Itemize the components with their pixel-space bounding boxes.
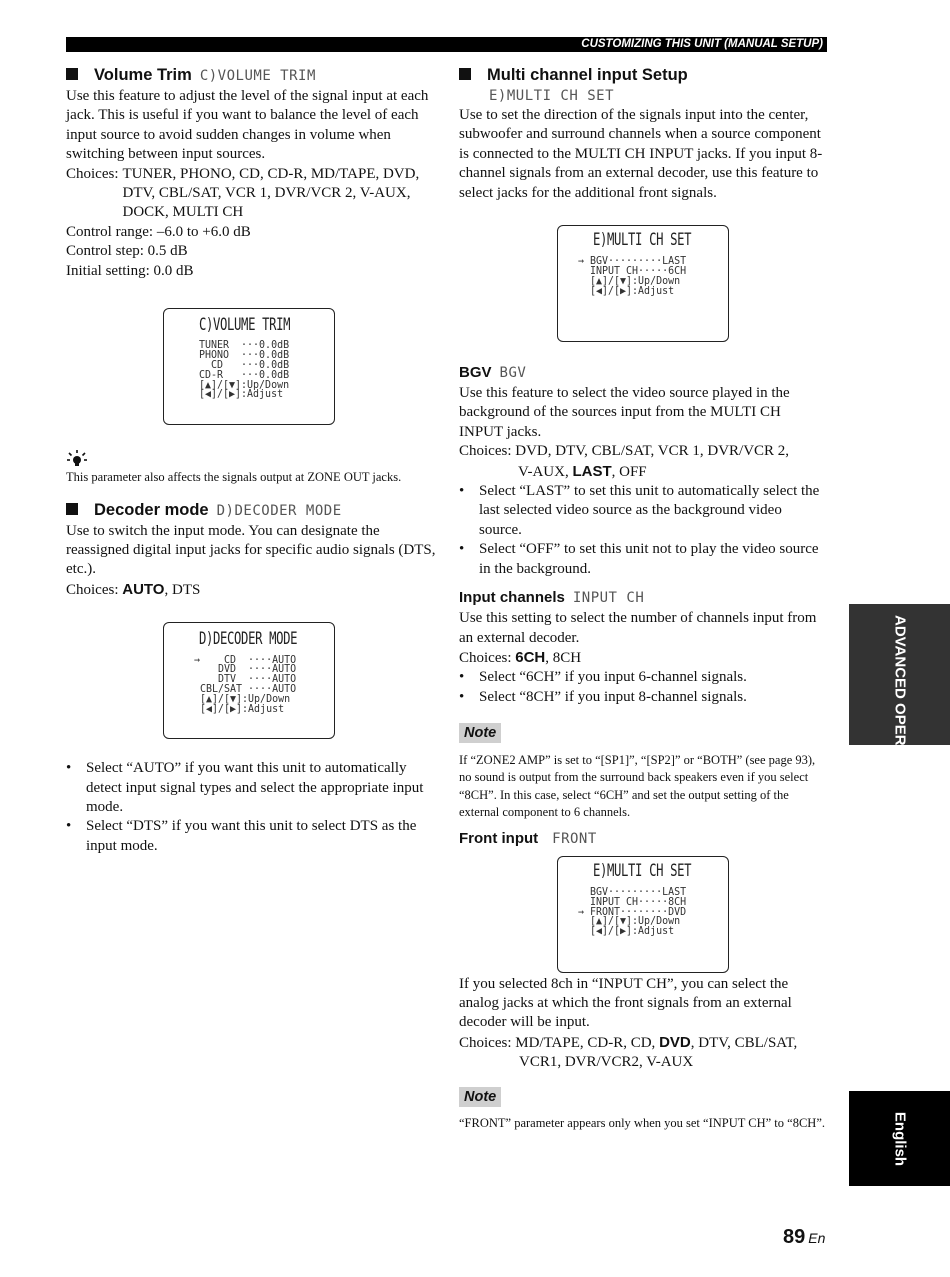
volume-trim-lcd-panel (163, 308, 335, 425)
note-text: If “ZONE2 AMP” is set to “[SP1]”, “[SP2]” or “BOTH” (see page 93), no sound is output from the surround back speakers even if you select “8CH”. In this case, select “6CH” and set the output setting of the external component to 6 channels. (459, 752, 816, 820)
bgv-description: Use this feature to select the video source played in the background of the sources input from the MULTI CH INPUT jacks. (459, 385, 790, 440)
volume-trim-display-text: C)VOLUME TRIM (199, 68, 316, 84)
front-input-choices: Choices: MD/TAPE, CD-R, CD, DVD, DTV, CBL/SAT, (459, 1033, 798, 1051)
list-item: • Select “DTS” if you want this unit to select DTS as the input mode. (66, 818, 417, 854)
multi-ch-lcd-panel (557, 225, 729, 342)
lcd-title: E)MULTI CH SET (593, 860, 692, 881)
list-item: • Select “8CH” if you input 8-channel signals. (459, 688, 747, 705)
note-label: Note (459, 1087, 501, 1107)
square-bullet-icon (459, 68, 471, 80)
list-item: • Select “LAST” to set this unit to automatically select the last selected video source as the background video source. (459, 483, 820, 538)
square-bullet-icon (66, 503, 78, 515)
multi-ch-display-text: E)MULTI CH SET (489, 88, 615, 104)
front-input-heading: Front input FRONT (459, 829, 597, 847)
lcd-line: PHONO ···0.0dB (199, 349, 290, 362)
list-item: • Select “AUTO” if you want this unit to automatically detect input signal types and select the appropriate input mode. (66, 760, 424, 815)
input-channels-description: Use this setting to select the number of channels input from an external decoder. (459, 610, 817, 646)
tab-advanced-operation: ADVANCED OPERATION (849, 604, 950, 745)
lcd-line: BGV·········LAST (578, 885, 687, 898)
control-step: Control step: 0.5 dB (66, 243, 188, 260)
right-column (459, 64, 827, 1132)
lcd-line: → BGV·········LAST (578, 255, 687, 268)
volume-trim-description: Use this feature to adjust the level of the signal input at each jack. This is useful if you want to balance the level of each input source to avoid sudden changes in volume when switching between input sources. (66, 88, 429, 163)
lcd-line: [◀]/[▶]:Adjust (194, 702, 285, 715)
lcd-title: E)MULTI CH SET (593, 230, 692, 251)
note-text: “FRONT” parameter appears only when you set “INPUT CH” to “8CH”. (459, 1115, 825, 1130)
control-range: Control range: –6.0 to +6.0 dB (66, 223, 251, 240)
lcd-line: CD-R ···0.0dB (199, 368, 290, 381)
lcd-line: [◀]/[▶]:Adjust (199, 388, 284, 401)
lcd-line: DVD ····AUTO (194, 663, 297, 676)
lcd-line: → FRONT········DVD (578, 905, 687, 918)
lcd-line: [▲]/[▼]:Up/Down (578, 915, 681, 928)
page-number: 89 En (783, 1226, 826, 1248)
front-display-text: FRONT (552, 830, 597, 847)
lcd-line: [▲]/[▼]:Up/Down (199, 378, 290, 391)
section-title: CUSTOMIZING THIS UNIT (MANUAL SETUP) (581, 38, 823, 50)
decoder-mode-lcd-panel (163, 622, 335, 739)
volume-trim-heading: Volume Trim C)VOLUME TRIM (66, 64, 438, 87)
decoder-mode-heading: Decoder mode D)DECODER MODE (66, 499, 438, 522)
front-input-lcd-panel (557, 856, 729, 973)
input-channels-heading: Input channels INPUT CH (459, 589, 645, 607)
lcd-line: TUNER ···0.0dB (199, 339, 290, 352)
front-input-description: If you selected 8ch in “INPUT CH”, you can select the analog jacks at which the front signals from an external decoder will be input. (459, 975, 792, 1031)
bgv-choices: Choices: DVD, DTV, CBL/SAT, VCR 1, DVR/VCR 2, (459, 443, 790, 460)
multi-ch-description: Use to set the direction of the signals input into the center, subwoofer and surround channels when a source component is connected to the MULTI CH INPUT jacks. If you input 8-channel signals from an external decoder, use this feature to select jacks for the additional front signals. (459, 107, 823, 201)
list-item: • Select “OFF” to set this unit not to play the video source in the background. (459, 541, 819, 577)
tip-text: This parameter also affects the signals output at ZONE OUT jacks. (66, 470, 402, 485)
lcd-line: [◀]/[▶]:Adjust (578, 925, 675, 938)
section-header-bar (66, 37, 827, 52)
initial-setting: Initial setting: 0.0 dB (66, 262, 194, 279)
input-channels-choices: Choices: 6CH, 8CH (459, 648, 582, 666)
lcd-line: DTV ····AUTO (194, 673, 297, 686)
lcd-title: D)DECODER MODE (199, 629, 298, 650)
volume-trim-choices: Choices: TUNER, PHONO, CD, CD-R, MD/TAPE, DVD, DTV, CBL/SAT, VCR 1, DVR/VCR 2, V-AUX, DOCK, MULTI CH (66, 165, 420, 221)
lightbulb-tip-icon (66, 449, 438, 469)
lcd-line: INPUT CH·····6CH (578, 265, 687, 278)
left-column (66, 64, 438, 856)
lcd-line: [▲]/[▼]:Up/Down (194, 692, 291, 705)
front-input-choices-cont: VCR1, DVR/VCR2, V-AUX (519, 1054, 694, 1071)
bgv-heading: BGV BGV (459, 364, 527, 382)
square-bullet-icon (66, 68, 78, 80)
list-item: • Select “6CH” if you input 6-channel signals. (459, 669, 747, 686)
decoder-mode-description: Use to switch the input mode. You can designate the reassigned digital input jacks for specific audio signals (DTS, etc.). (66, 522, 436, 578)
decoder-mode-display-text: D)DECODER MODE (216, 502, 342, 519)
bgv-choices-cont: V-AUX, LAST, OFF (518, 462, 647, 480)
lcd-line: [▲]/[▼]:Up/Down (578, 275, 681, 288)
note-label: Note (459, 723, 501, 743)
decoder-mode-choices: Choices: AUTO, DTS (66, 580, 201, 598)
input-ch-display-text: INPUT CH (572, 590, 645, 607)
tab-english: English (849, 1091, 950, 1186)
lcd-line: CD ···0.0dB (199, 359, 290, 372)
multi-ch-heading: Multi channel input Setup (459, 64, 827, 86)
lcd-title: C)VOLUME TRIM (199, 315, 291, 336)
lcd-line: [◀]/[▶]:Adjust (578, 284, 675, 297)
bgv-display-text: BGV (499, 365, 527, 382)
lcd-line: INPUT CH·····8CH (578, 895, 687, 908)
lcd-line: → CD ····AUTO (194, 653, 297, 666)
lcd-line: CBL/SAT ····AUTO (194, 682, 297, 695)
